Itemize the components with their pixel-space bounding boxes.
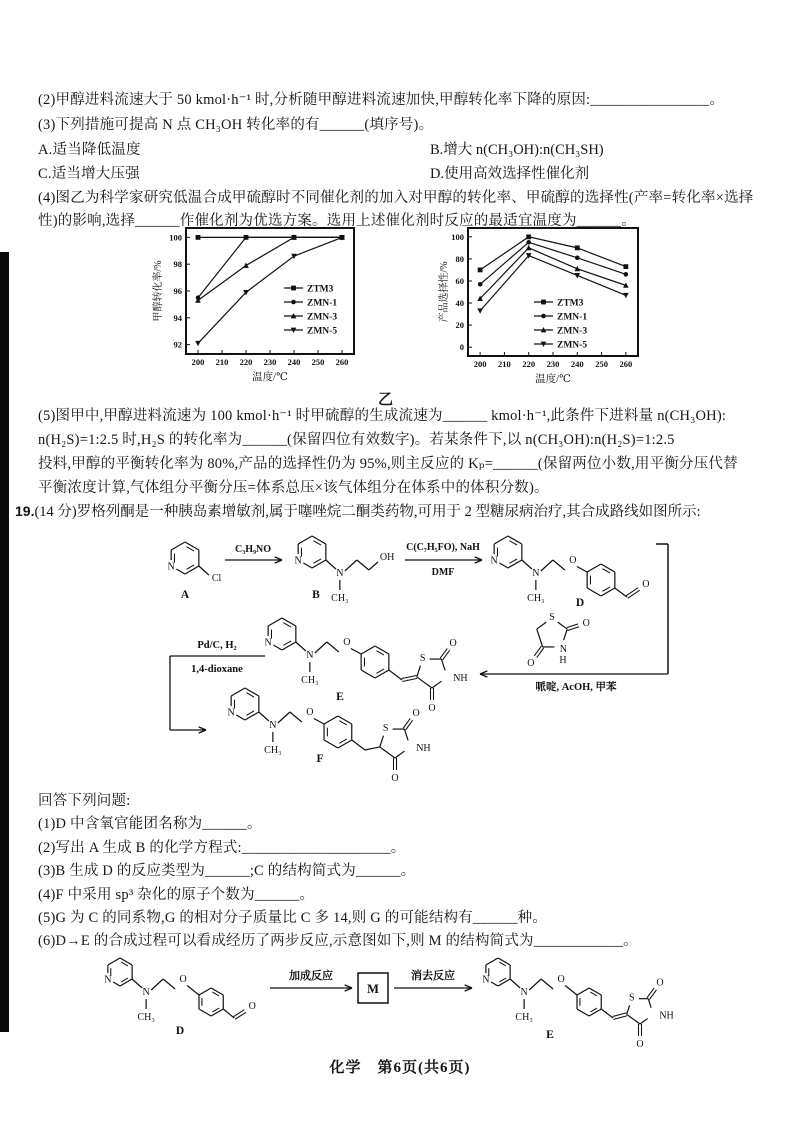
- x-tick-label: 220: [522, 359, 536, 369]
- bond: [245, 712, 259, 720]
- bond: [601, 564, 615, 572]
- bond: [567, 624, 578, 628]
- atom-N: N: [264, 637, 272, 649]
- reagent-label: C(C₇H₅FO), NaH: [406, 542, 480, 553]
- bond: [312, 560, 326, 568]
- marker-square: [478, 268, 483, 273]
- atom-O: O: [179, 974, 187, 985]
- atom-N: N: [559, 643, 568, 655]
- marker-circle: [575, 255, 580, 260]
- atom-N: N: [490, 555, 498, 567]
- reaction-type-label: 消去反应: [411, 970, 455, 982]
- atom-CH3: CH₃: [527, 593, 545, 604]
- intermediate-M-label: M: [367, 982, 379, 996]
- atom-N: N: [306, 650, 314, 661]
- bond: [589, 988, 601, 995]
- bond: [587, 588, 601, 596]
- option-a: A.适当降低温度: [38, 142, 141, 158]
- legend-label: ZMN-5: [557, 340, 588, 351]
- bond: [647, 988, 654, 998]
- structure-label-E: E: [336, 691, 344, 703]
- x-tick-label: 260: [335, 357, 349, 367]
- y-tick-label: 100: [451, 231, 464, 242]
- bond: [615, 588, 627, 597]
- sub-question-5: (5)G 为 C 的同系物,G 的相对分子质量比 C 多 14,则 G 的可能结构有______种。: [38, 910, 548, 926]
- bond: [568, 627, 579, 631]
- legend-label: ZTM3: [307, 284, 334, 295]
- bond: [494, 536, 508, 544]
- product-selectivity-chart: [438, 224, 648, 401]
- atom-O: O: [412, 707, 420, 719]
- bond: [245, 688, 259, 696]
- structure-label-B: B: [312, 589, 320, 601]
- bond: [498, 979, 510, 986]
- bond: [283, 641, 291, 645]
- y-tick-label: 0: [459, 342, 464, 353]
- bond: [233, 1010, 244, 1017]
- marker-triangle-down: [623, 293, 629, 298]
- marker-circle: [291, 300, 296, 305]
- bond: [406, 720, 413, 730]
- bond: [402, 675, 417, 678]
- atom-N: N: [336, 568, 344, 579]
- scan-artifact-strip: [0, 252, 9, 1032]
- bond: [283, 623, 291, 627]
- bond: [278, 712, 290, 723]
- elimination-arrow: [394, 968, 472, 991]
- bond: [553, 560, 565, 570]
- y-tick-label: 94: [173, 312, 182, 323]
- bond: [327, 642, 339, 652]
- bond: [375, 646, 389, 654]
- reagent-label: 哌啶, AcOH, 甲苯: [535, 682, 617, 693]
- bond: [565, 986, 577, 996]
- sub-question-2: (2)写出 A 生成 B 的化学方程式:____________________。: [38, 840, 406, 856]
- bond: [246, 693, 254, 697]
- atom-N: N: [227, 707, 235, 719]
- legend-label: ZMN-1: [557, 312, 588, 323]
- question-19-number: 19.: [15, 503, 35, 519]
- atom-NH: NH: [416, 742, 431, 754]
- marker-triangle-down: [195, 341, 201, 346]
- bond: [389, 670, 402, 680]
- atom-O: O: [306, 707, 314, 718]
- x-axis-label: 温度/℃: [252, 372, 288, 383]
- bond: [163, 979, 175, 989]
- bond: [648, 999, 651, 1008]
- bond: [314, 719, 324, 725]
- bond: [537, 629, 543, 647]
- atom-O: O: [642, 579, 650, 590]
- legend-label: ZMN-5: [307, 326, 338, 337]
- legend-label: ZTM3: [557, 298, 584, 309]
- x-tick-label: 260: [619, 359, 633, 369]
- atom-O: O: [428, 703, 436, 714]
- intermediate-M-box: [358, 973, 388, 1003]
- atom-CH3: CH₃: [515, 1012, 533, 1023]
- bond: [351, 649, 361, 655]
- atom-O: O: [656, 977, 664, 989]
- atom-NH: NH: [659, 1010, 674, 1022]
- bond: [315, 642, 327, 653]
- conversion-chart-svg: [150, 224, 362, 392]
- answer-prompt: 回答下列问题:: [38, 793, 131, 809]
- bond: [589, 1009, 601, 1016]
- bond: [602, 569, 610, 573]
- bond: [357, 560, 369, 570]
- atom-CH3: CH₃: [301, 675, 319, 686]
- bond: [313, 541, 321, 545]
- bond: [441, 659, 445, 670]
- marker-square: [196, 235, 201, 240]
- bond: [187, 986, 199, 996]
- marker-square: [291, 286, 296, 291]
- bond: [211, 988, 223, 995]
- atom-O: O: [582, 617, 590, 629]
- x-tick-label: 230: [546, 359, 560, 369]
- reaction-type-label: 加成反应: [289, 970, 333, 982]
- y-axis-label: 甲醇转化率/%: [153, 260, 164, 322]
- bond: [577, 567, 587, 573]
- bond: [508, 560, 522, 568]
- bond: [534, 646, 541, 656]
- selectivity-chart-svg: [438, 224, 648, 396]
- atom-NH: NH: [453, 672, 468, 684]
- x-tick-label: 210: [215, 357, 229, 367]
- bond: [402, 678, 417, 681]
- bond: [380, 736, 384, 747]
- bond: [486, 958, 498, 965]
- x-tick-label: 220: [239, 357, 253, 367]
- bond: [339, 721, 347, 725]
- bond: [282, 618, 296, 626]
- reaction-arrow-2: [405, 542, 482, 578]
- marker-triangle-up: [243, 263, 249, 268]
- bond: [627, 1014, 640, 1024]
- sub-question-6: (6)D→E 的合成过程可以看成经历了两步反应,示意图如下,则 M 的结构简式为____________。: [38, 933, 638, 949]
- bond: [259, 712, 269, 721]
- bond: [231, 688, 245, 696]
- bond: [626, 588, 638, 596]
- bond: [376, 651, 384, 655]
- bond: [185, 542, 199, 550]
- atom-CH3: CH₃: [137, 1012, 155, 1023]
- question-line-4a: (4)图乙为科学家研究低温合成甲硫醇时不同催化剂的加入对甲醇的转化率、甲硫醇的选择性(产率=转化率×选择: [38, 190, 754, 206]
- bond: [339, 739, 347, 743]
- thiazolidinedione-reagent: [527, 612, 590, 669]
- structure-label-A: A: [180, 589, 190, 601]
- bond: [108, 958, 120, 965]
- atom-S: S: [419, 653, 426, 665]
- atom-O: O: [248, 1001, 256, 1012]
- y-tick-label: 80: [455, 253, 464, 264]
- reagent-label: 1,4-dioxane: [191, 664, 243, 675]
- bond: [365, 747, 380, 750]
- bond: [541, 560, 553, 571]
- bond: [120, 958, 132, 965]
- x-tick-label: 200: [473, 359, 487, 369]
- atom-S: S: [549, 612, 555, 623]
- bond: [380, 747, 395, 758]
- x-tick-label: 200: [191, 357, 205, 367]
- bond: [199, 988, 211, 995]
- page-footer: 化学 第6页(共6页): [329, 1060, 471, 1076]
- bond: [268, 618, 282, 626]
- bond: [211, 1009, 223, 1016]
- y-tick-label: 100: [169, 232, 182, 243]
- y-tick-label: 40: [455, 298, 464, 309]
- plot-frame: [468, 228, 638, 356]
- structure-D-small: [104, 958, 256, 1037]
- bond: [537, 622, 547, 629]
- bond: [235, 1012, 246, 1019]
- bond: [440, 648, 447, 658]
- legend-label: ZMN-3: [307, 312, 338, 323]
- atom-N: N: [269, 720, 277, 731]
- y-tick-label: 60: [455, 275, 464, 286]
- bond: [601, 588, 615, 596]
- reagent-label: Pd/C, H₂: [197, 640, 237, 651]
- x-tick-label: 250: [311, 357, 325, 367]
- atom-S: S: [382, 723, 389, 735]
- structure-label-D: D: [175, 1025, 185, 1037]
- bond: [369, 562, 378, 570]
- bond: [186, 547, 194, 551]
- bond: [541, 979, 553, 989]
- bond: [352, 740, 365, 750]
- marker-circle: [244, 235, 249, 240]
- bond: [324, 740, 338, 748]
- atom-N: N: [167, 561, 175, 573]
- sub-question-4: (4)F 中采用 sp³ 杂化的原子个数为______。: [38, 887, 315, 903]
- bond: [361, 670, 375, 678]
- marker-square: [526, 234, 531, 239]
- structure-E-small: [482, 958, 674, 1050]
- bond: [404, 729, 408, 740]
- atom-OH: OH: [379, 552, 395, 563]
- question-line-4b: 性)的影响,选择______作催化剂为优选方案。选用上述催化剂时反应的最适宜温度为______。: [38, 213, 637, 229]
- bond: [558, 622, 568, 629]
- option-b: B.增大 n(CH₃OH):n(CH₃SH): [430, 142, 604, 158]
- route-connector: [656, 544, 668, 674]
- y-tick-label: 92: [173, 339, 182, 350]
- atom-Cl: Cl: [211, 573, 222, 584]
- bond: [510, 979, 520, 988]
- question-line-5a: (5)图甲中,甲醇进料流速为 100 kmol·h⁻¹ 时甲硫醇的生成流速为______ kmol·h⁻¹,此条件下进料量 n(CH₃OH):: [38, 408, 727, 424]
- bond: [312, 536, 326, 544]
- question-line-5c: 投料,甲醇的平衡转化率为 80%,产品的选择性仍为 95%,则主反应的 Kₚ=______(保留两位小数,用平衡分压代替: [38, 456, 738, 472]
- bond: [649, 990, 656, 1000]
- bond: [282, 642, 296, 650]
- bond: [113, 982, 120, 986]
- bond: [303, 563, 312, 568]
- sub-question-3: (3)B 生成 D 的反应类型为______;C 的结构简式为______。: [38, 863, 416, 879]
- bond: [324, 716, 338, 724]
- bond: [491, 982, 498, 986]
- bond: [290, 712, 302, 722]
- atom-CH3: CH₃: [264, 745, 282, 756]
- bond: [298, 536, 312, 544]
- question-line-5d: 平衡浓度计算,气体组分平衡分压=体系总压×该气体组分在体系中的体积分数)。: [38, 480, 549, 496]
- legend-label: ZMN-3: [557, 326, 588, 337]
- synthesis-route-svg: [20, 522, 780, 794]
- bond: [376, 669, 384, 673]
- reagent-label: DMF: [431, 567, 455, 578]
- atom-N: N: [532, 568, 540, 579]
- bond: [296, 642, 306, 651]
- bond: [273, 645, 282, 650]
- bond: [395, 751, 405, 758]
- atom-CH3: CH₃: [331, 593, 349, 604]
- structure-label-D: D: [575, 597, 585, 609]
- atom-N: N: [104, 974, 112, 986]
- x-tick-label: 240: [287, 357, 301, 367]
- atom-N: N: [482, 974, 490, 986]
- structure-B: [295, 536, 395, 604]
- reaction-arrow-3: [170, 640, 265, 733]
- marker-triangle-up: [526, 245, 532, 250]
- bond: [628, 590, 640, 598]
- marker-circle: [478, 282, 483, 287]
- atom-O: O: [449, 637, 457, 649]
- y-tick-label: 96: [173, 286, 182, 296]
- x-tick-label: 210: [498, 359, 511, 369]
- atom-O: O: [636, 1039, 644, 1050]
- bond: [537, 648, 544, 658]
- bond: [345, 560, 357, 571]
- bond: [498, 958, 510, 965]
- bond: [151, 979, 163, 990]
- bond: [509, 559, 517, 563]
- bond: [499, 563, 508, 568]
- question-19-stem: 19.(14 分)罗格列酮是一种胰岛素增敏剂,属于噻唑烷二酮类药物,可用于 2 型糖尿病治疗,其合成路线如图所示:: [15, 503, 701, 520]
- bond: [577, 1009, 589, 1016]
- bond: [587, 564, 601, 572]
- bond: [417, 666, 421, 677]
- marker-circle: [624, 272, 629, 277]
- structure-label-E: E: [546, 1029, 554, 1041]
- option-c: C.适当增大压强: [38, 166, 140, 182]
- atom-O: O: [569, 555, 577, 566]
- atom-O: O: [557, 974, 565, 985]
- step-mechanism-diagram: [20, 946, 780, 1059]
- atom-O: O: [391, 773, 399, 784]
- marker-square: [575, 245, 580, 250]
- bond: [522, 560, 532, 569]
- marker-square: [541, 300, 546, 305]
- bond: [432, 681, 442, 688]
- bond: [171, 542, 185, 550]
- atom-O: O: [343, 637, 351, 648]
- x-tick-label: 230: [263, 357, 277, 367]
- bond: [417, 677, 432, 688]
- marker-triangle-down: [477, 308, 483, 313]
- bond: [326, 560, 336, 569]
- atom-S: S: [628, 992, 635, 1004]
- y-tick-label: 20: [455, 320, 464, 331]
- bond: [509, 541, 517, 545]
- bond: [120, 979, 132, 986]
- bond: [246, 711, 254, 715]
- atom-O: O: [527, 658, 535, 670]
- bond: [223, 1009, 234, 1018]
- reaction-arrow-1: [225, 544, 282, 563]
- bond: [236, 715, 245, 720]
- bond: [185, 566, 199, 574]
- bond: [602, 587, 610, 591]
- methanol-conversion-chart: [150, 224, 362, 397]
- question-line-3: (3)下列措施可提高 N 点 CH₃OH 转化率的有______(填序号)。: [38, 117, 434, 133]
- figure-label-yi: 乙: [378, 392, 394, 408]
- x-tick-label: 240: [570, 359, 584, 369]
- marker-square: [623, 264, 628, 269]
- reagent-label: C₃H₉NO: [235, 544, 271, 555]
- bond: [564, 629, 568, 640]
- structure-E: [265, 618, 468, 714]
- bond: [186, 565, 194, 569]
- legend-label: ZMN-1: [307, 298, 338, 309]
- bond: [199, 1009, 211, 1016]
- bond: [361, 646, 375, 654]
- bond: [338, 740, 352, 748]
- structure-D: [491, 536, 650, 609]
- sub-question-1: (1)D 中含氧官能团名称为______。: [38, 816, 262, 832]
- marker-circle: [526, 240, 531, 245]
- addition-arrow: [270, 968, 352, 991]
- bond: [313, 559, 321, 563]
- atom-N: N: [142, 987, 150, 998]
- marker-circle: [541, 314, 546, 319]
- bond: [577, 988, 589, 995]
- question-line-5b: n(H₂S)=1:2.5 时,H₂S 的转化率为______(保留四位有效数字)。若某条件下,以 n(CH₃OH):n(H₂S)=1:2.5: [38, 432, 675, 448]
- y-axis-label: 产品选择性/%: [439, 261, 450, 323]
- bond: [443, 650, 450, 660]
- bond: [601, 1009, 613, 1018]
- atom-N: N: [520, 987, 528, 998]
- bond: [338, 716, 352, 724]
- synthesis-route-diagram: [20, 522, 780, 799]
- step-mechanism-svg: [20, 946, 780, 1054]
- structure-F: [228, 688, 431, 784]
- bond: [176, 569, 185, 574]
- bond: [403, 718, 410, 728]
- atom-N: N: [294, 555, 302, 567]
- x-axis-label: 温度/℃: [535, 374, 571, 385]
- y-tick-label: 98: [173, 259, 182, 270]
- bond: [199, 566, 209, 575]
- option-d: D.使用高效选择性催化剂: [430, 166, 590, 182]
- reaction-arrow-4: [480, 671, 668, 693]
- atom-H: H: [559, 655, 567, 666]
- question-line-2: (2)甲醇进料流速大于 50 kmol·h⁻¹ 时,分析随甲醇进料流速加快,甲醇转化率下降的原因:________________。: [38, 92, 725, 108]
- structure-label-F: F: [316, 753, 324, 765]
- bond: [375, 670, 389, 678]
- bond: [508, 536, 522, 544]
- bond: [132, 979, 142, 988]
- bond: [640, 1018, 648, 1024]
- structure-A: [168, 542, 222, 601]
- x-tick-label: 250: [595, 359, 608, 369]
- bond: [627, 1005, 630, 1014]
- bond: [529, 979, 541, 990]
